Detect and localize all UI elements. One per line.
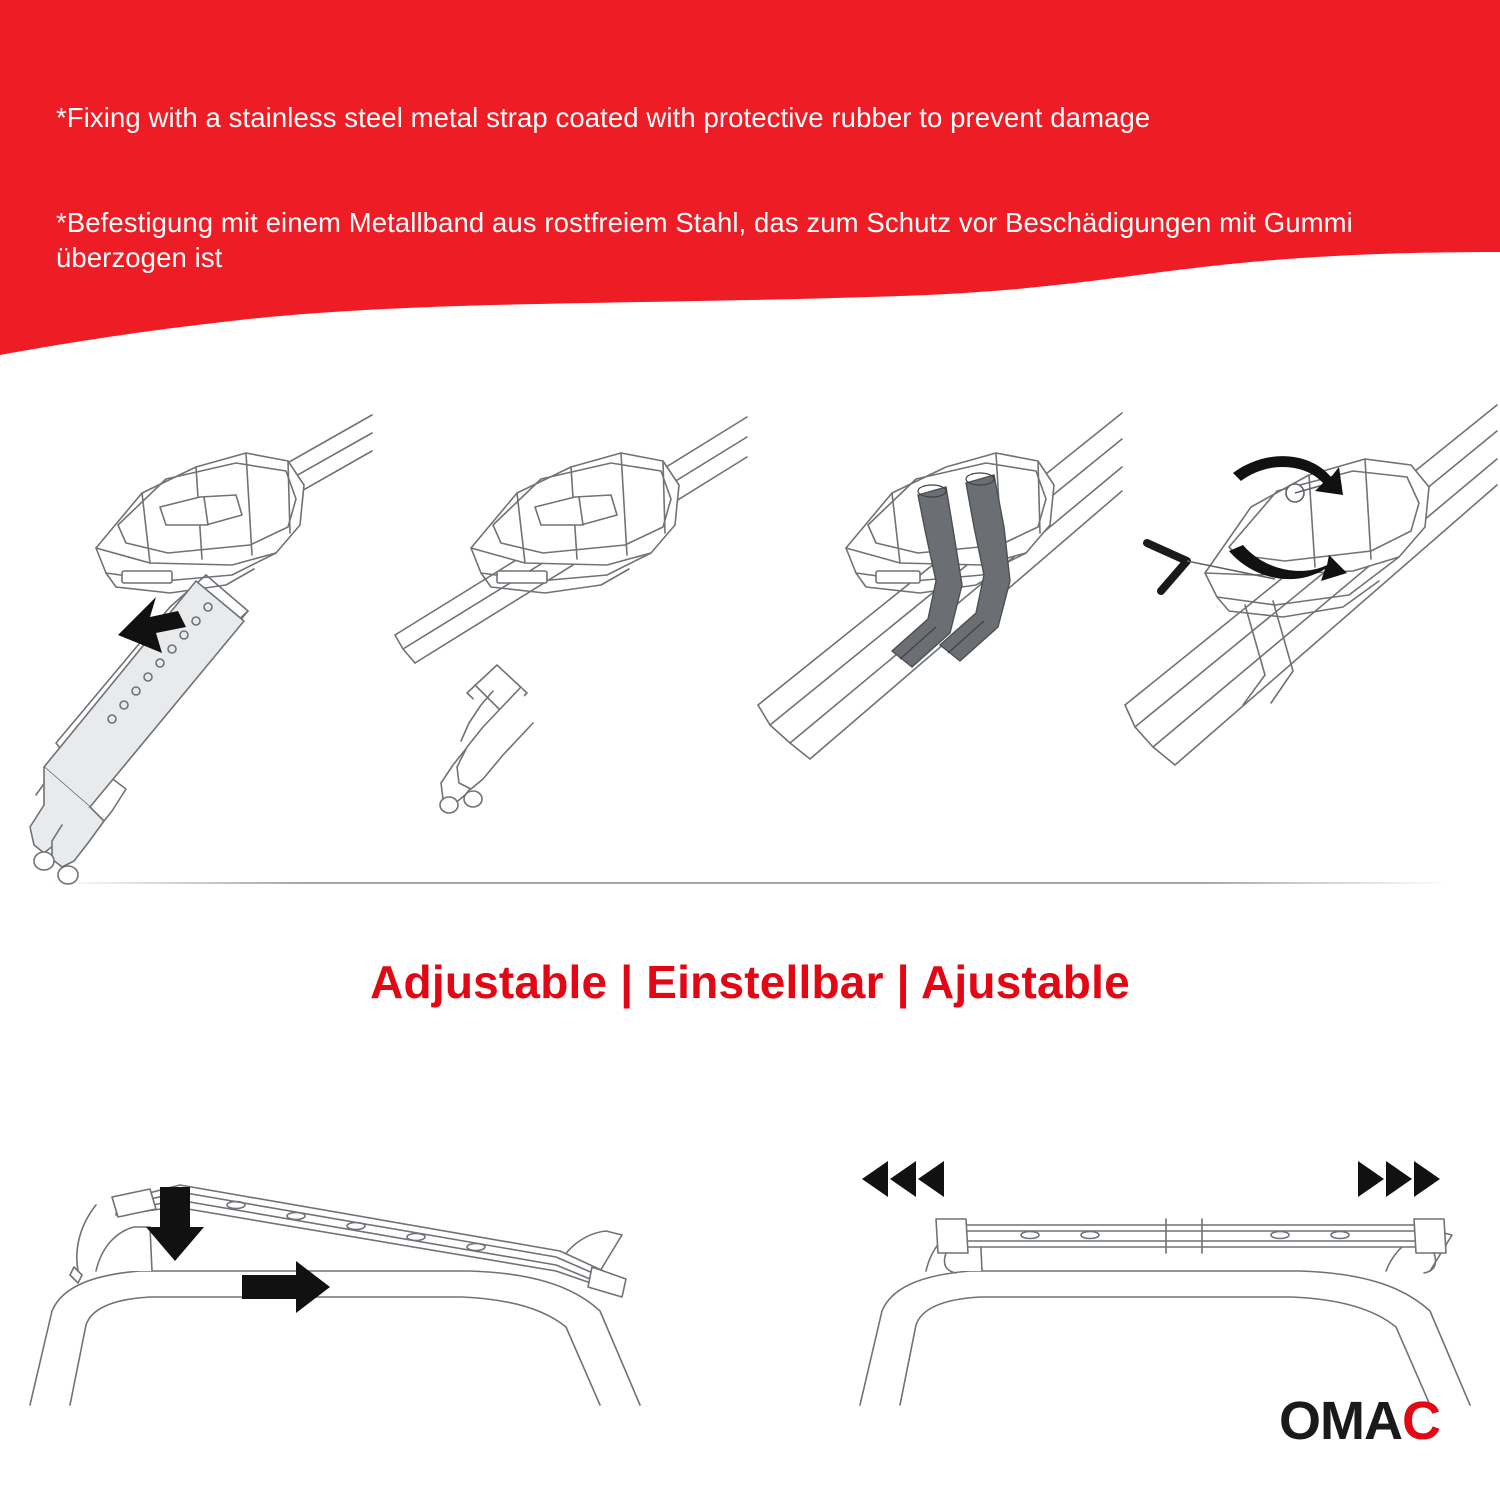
omac-logo bbox=[1279, 1391, 1440, 1451]
section-divider bbox=[50, 882, 1450, 884]
step-illustration-strap-seated bbox=[375, 375, 750, 895]
arrows-left-icon bbox=[862, 1161, 944, 1197]
logo-part-a: A bbox=[1364, 1391, 1402, 1451]
step-illustration-strap-wrapped bbox=[750, 375, 1125, 895]
strap-wrapped-icon bbox=[750, 375, 1125, 895]
hex-key-icon bbox=[1147, 543, 1187, 591]
crossbar-place-icon bbox=[0, 1075, 750, 1405]
figure-crossbar-place bbox=[0, 1075, 750, 1405]
strap-seated-icon bbox=[375, 375, 750, 895]
figure-crossbar-width-adjust bbox=[750, 1075, 1500, 1405]
step-illustration-strap-insert bbox=[0, 375, 375, 895]
strap-tighten-icon bbox=[1125, 375, 1500, 895]
installation-steps bbox=[0, 375, 1500, 895]
logo-part-om: OM bbox=[1279, 1391, 1364, 1451]
arrows-right-icon bbox=[1358, 1161, 1440, 1197]
adjustable-illustrations bbox=[0, 1075, 1500, 1405]
crossbar-width-adjust-icon bbox=[750, 1075, 1500, 1405]
logo-part-c: C bbox=[1402, 1391, 1440, 1451]
banner-line-de: *Befestigung mit einem Metallband aus rostfreiem Stahl, das zum Schutz vor Beschädigungen mit Gummi überzogen ist bbox=[56, 207, 1361, 273]
adjustable-title: Adjustable | Einstellbar | Ajustable bbox=[370, 956, 1130, 1008]
strap-insert-icon bbox=[0, 375, 375, 895]
step-illustration-strap-tighten bbox=[1125, 375, 1500, 895]
header-banner bbox=[0, 0, 1500, 378]
banner-line-fr: *Fixation avec une sangle en métal inoxydable recouverte de caoutchouc de protection pour éviter les dommages. bbox=[56, 347, 1457, 378]
arrow-right-icon bbox=[242, 1261, 330, 1313]
banner-line-en: *Fixing with a stainless steel metal strap coated with protective rubber to prevent damage bbox=[56, 102, 1151, 133]
